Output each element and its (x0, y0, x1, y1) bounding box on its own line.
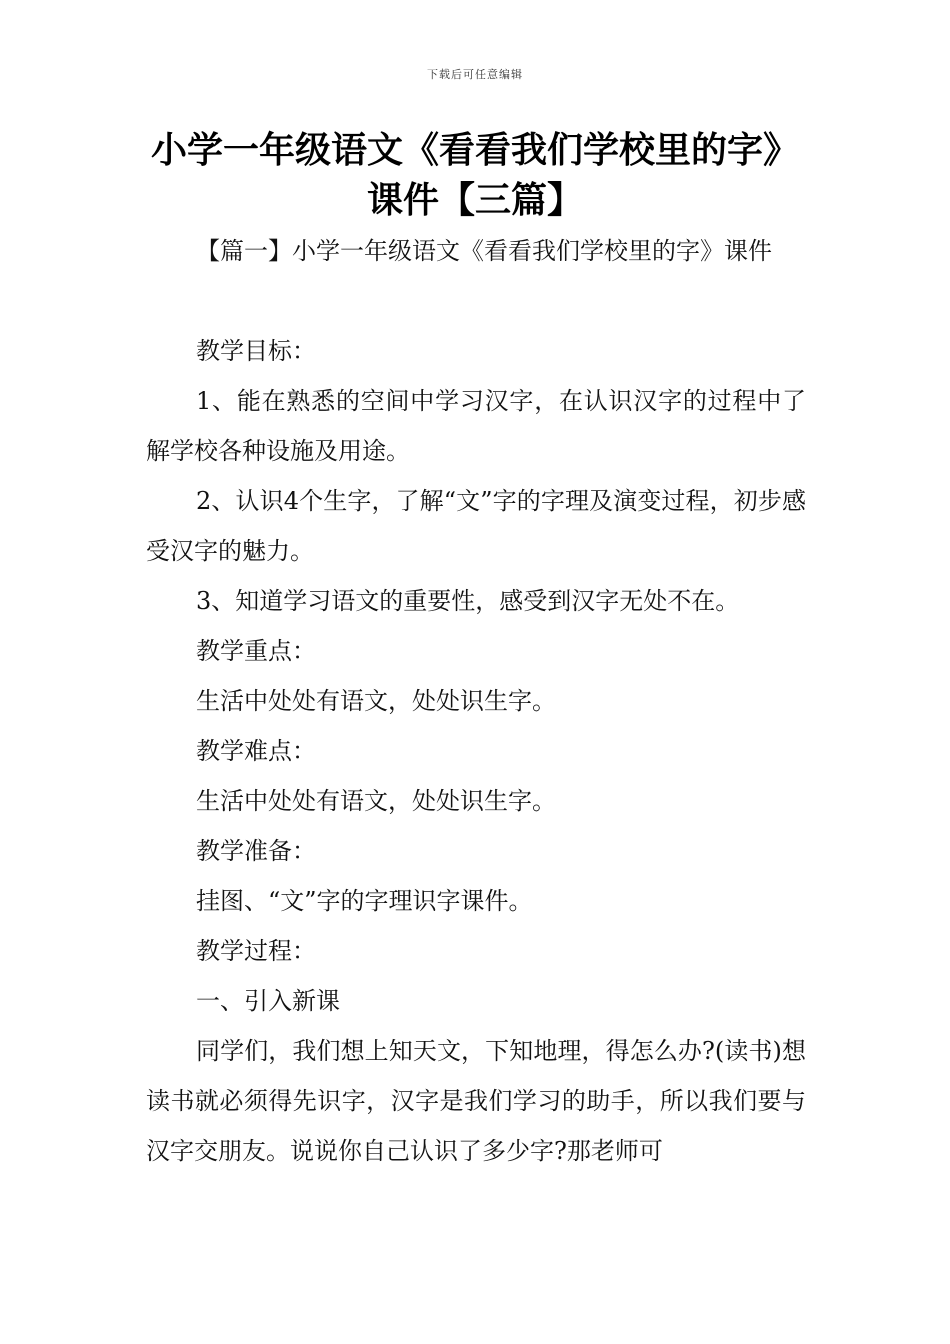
document-body (146, 226, 806, 1176)
paragraph: 教学过程： (196, 937, 316, 965)
paragraph: 教学目标： (196, 337, 316, 365)
paragraph: 挂图、“文”字的字理识字课件。 (196, 887, 533, 915)
paragraph: 2、认识4个生字，了解“文”字的字理及演变过程，初步感受汉字的魅力。 (146, 487, 806, 565)
paragraph: 教学重点： (196, 637, 316, 665)
paragraph: 同学们，我们想上知天文，下知地理，得怎么办?(读书)想读书就必须得先识字，汉字是我们学习的助手，所以我们要与汉字交朋友。说说你自己认识了多少字?那老师可 (146, 1037, 806, 1165)
paragraph: 3、知道学习语文的重要性，感受到汉字无处不在。 (196, 587, 740, 615)
title-line-1: 小学一年级语文《看看我们学校里的字》 (150, 130, 799, 171)
section-heading: 【篇一】小学一年级语文《看看我们学校里的字》课件 (196, 237, 772, 265)
paragraph: 生活中处处有语文，处处识生字。 (196, 787, 556, 815)
paragraph: 1、能在熟悉的空间中学习汉字，在认识汉字的过程中了解学校各种设施及用途。 (146, 387, 806, 465)
document-title (120, 126, 830, 226)
paragraph: 生活中处处有语文，处处识生字。 (196, 687, 556, 715)
header-note: 下载后可任意编辑 (427, 68, 523, 81)
paragraph: 教学难点： (196, 737, 316, 765)
paragraph: 一、引入新课 (196, 987, 340, 1015)
title-line-2: 课件【三篇】 (366, 180, 583, 221)
paragraph: 教学准备： (196, 837, 316, 865)
blank-line (146, 276, 806, 326)
